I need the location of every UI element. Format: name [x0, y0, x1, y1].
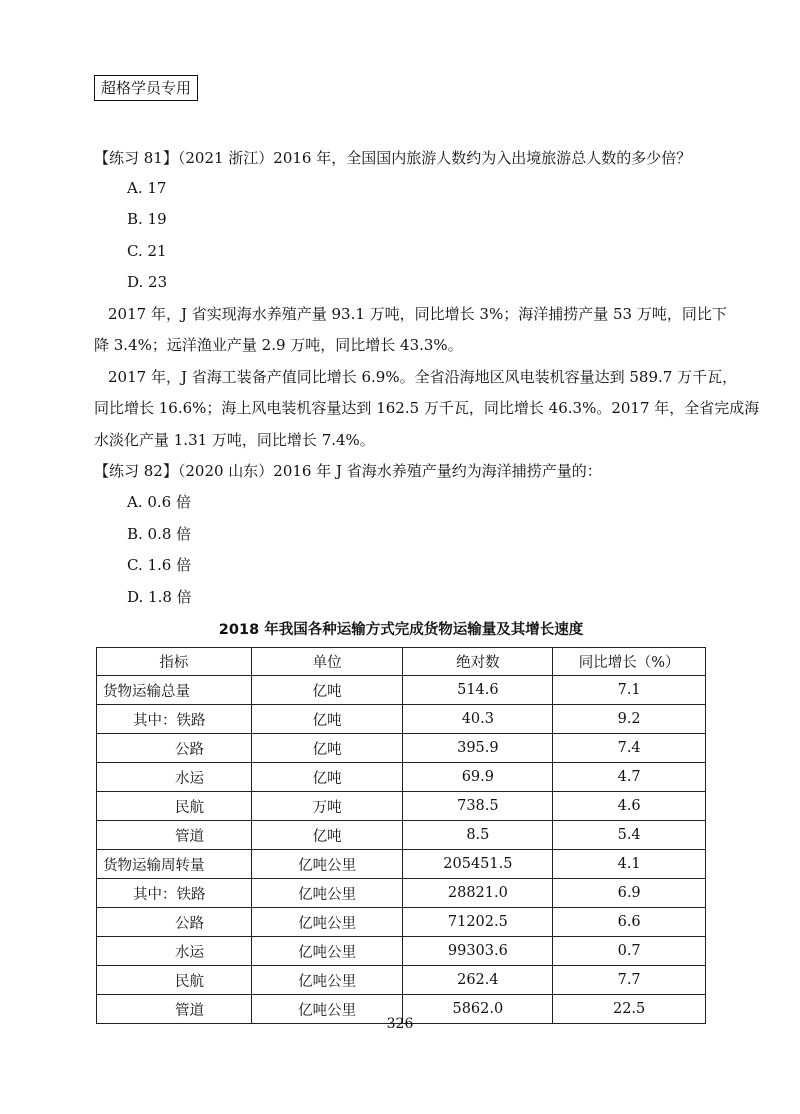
row-unit: 亿吨: [251, 676, 403, 705]
row-value: 28821.0: [403, 879, 553, 908]
row-unit: 亿吨: [251, 821, 403, 850]
row-value: 99303.6: [403, 937, 553, 966]
row-unit: 亿吨公里: [251, 879, 403, 908]
row-unit: 亿吨: [251, 705, 403, 734]
table-row: [97, 676, 706, 705]
material-paragraph-2-line-2: 同比增长 16.6%；海上风电装机容量达到 162.5 万千瓦，同比增长 46.3%。2017 年，全省完成海: [94, 399, 760, 417]
material-paragraph-2-line-3: 水淡化产量 1.31 万吨，同比增长 7.4%。: [94, 431, 375, 449]
page-number: 326: [386, 1016, 414, 1032]
row-indicator: 民航: [97, 966, 252, 995]
table-row: [97, 792, 706, 821]
row-value: 205451.5: [403, 850, 553, 879]
row-indicator: 货物运输总量: [97, 676, 252, 705]
exercise-81-question: 【练习 81】（2021 浙江）2016 年，全国国内旅游人数约为入出境旅游总人数的多少倍？: [94, 149, 692, 167]
row-growth: 6.6: [553, 908, 706, 937]
row-unit: 亿吨公里: [251, 908, 403, 937]
row-value: 262.4: [403, 966, 553, 995]
row-value: 5862.0: [403, 995, 553, 1024]
exercise-82-option-d: D. 1.8 倍: [127, 588, 192, 606]
row-indicator: 管道: [97, 821, 252, 850]
table-title: 2018 年我国各种运输方式完成货物运输量及其增长速度: [218, 622, 584, 638]
row-indicator: 水运: [97, 763, 252, 792]
table-row: [97, 734, 706, 763]
exercise-82-option-b: B. 0.8 倍: [127, 525, 192, 543]
row-unit: 亿吨公里: [251, 995, 403, 1024]
table-row: [97, 937, 706, 966]
row-growth: 4.7: [553, 763, 706, 792]
row-indicator: 其中：铁路: [97, 705, 252, 734]
row-value: 738.5: [403, 792, 553, 821]
row-unit: 亿吨公里: [251, 966, 403, 995]
table-row: [97, 705, 706, 734]
header-unit: 单位: [251, 648, 403, 676]
row-indicator: 水运: [97, 937, 252, 966]
table-row: [97, 879, 706, 908]
exercise-82-option-c: C. 1.6 倍: [127, 556, 192, 574]
row-indicator: 货物运输周转量: [97, 850, 252, 879]
row-indicator: 民航: [97, 792, 252, 821]
table-row: [97, 821, 706, 850]
row-unit: 万吨: [251, 792, 403, 821]
row-indicator: 其中：铁路: [97, 879, 252, 908]
header-growth-rate: 同比增长（%）: [553, 648, 706, 676]
row-growth: 22.5: [553, 995, 706, 1024]
table-row: [97, 966, 706, 995]
row-growth: 9.2: [553, 705, 706, 734]
table-row: [97, 908, 706, 937]
row-unit: 亿吨公里: [251, 850, 403, 879]
row-indicator: 公路: [97, 908, 252, 937]
row-growth: 5.4: [553, 821, 706, 850]
header-indicator: 指标: [97, 648, 252, 676]
material-paragraph-1-line-2: 降 3.4%；远洋渔业产量 2.9 万吨，同比增长 43.3%。: [94, 336, 463, 354]
row-growth: 7.4: [553, 734, 706, 763]
row-growth: 4.1: [553, 850, 706, 879]
row-growth: 4.6: [553, 792, 706, 821]
row-growth: 7.1: [553, 676, 706, 705]
row-growth: 0.7: [553, 937, 706, 966]
material-paragraph-2-line-1: 2017 年，J 省海工装备产值同比增长 6.9%。全省沿海地区风电装机容量达到 589.7 万千瓦，: [108, 368, 738, 386]
exercise-81-option-a: A. 17: [127, 179, 167, 197]
table-row: [97, 763, 706, 792]
row-growth: 7.7: [553, 966, 706, 995]
row-unit: 亿吨: [251, 734, 403, 763]
row-indicator: 公路: [97, 734, 252, 763]
row-value: 71202.5: [403, 908, 553, 937]
row-growth: 6.9: [553, 879, 706, 908]
row-unit: 亿吨公里: [251, 937, 403, 966]
table-row: [97, 850, 706, 879]
header-absolute-value: 绝对数: [403, 648, 553, 676]
material-paragraph-1-line-1: 2017 年，J 省实现海水养殖产量 93.1 万吨，同比增长 3%；海洋捕捞产量 53 万吨，同比下: [108, 305, 727, 323]
exercise-82-option-a: A. 0.6 倍: [127, 493, 191, 511]
row-value: 40.3: [403, 705, 553, 734]
exercise-81-option-c: C. 21: [127, 242, 167, 260]
exercise-81-option-d: D. 23: [127, 273, 168, 291]
exclusive-stamp: 超格学员专用: [94, 75, 198, 101]
exercise-81-option-b: B. 19: [127, 210, 167, 228]
row-indicator: 管道: [97, 995, 252, 1024]
freight-volume-table: [96, 647, 706, 1024]
row-value: 8.5: [403, 821, 553, 850]
row-value: 514.6: [403, 676, 553, 705]
row-unit: 亿吨: [251, 763, 403, 792]
table-header-row: [97, 648, 706, 676]
row-value: 395.9: [403, 734, 553, 763]
row-value: 69.9: [403, 763, 553, 792]
exercise-82-question: 【练习 82】（2020 山东）2016 年 J 省海水养殖产量约为海洋捕捞产量的：: [94, 462, 602, 480]
